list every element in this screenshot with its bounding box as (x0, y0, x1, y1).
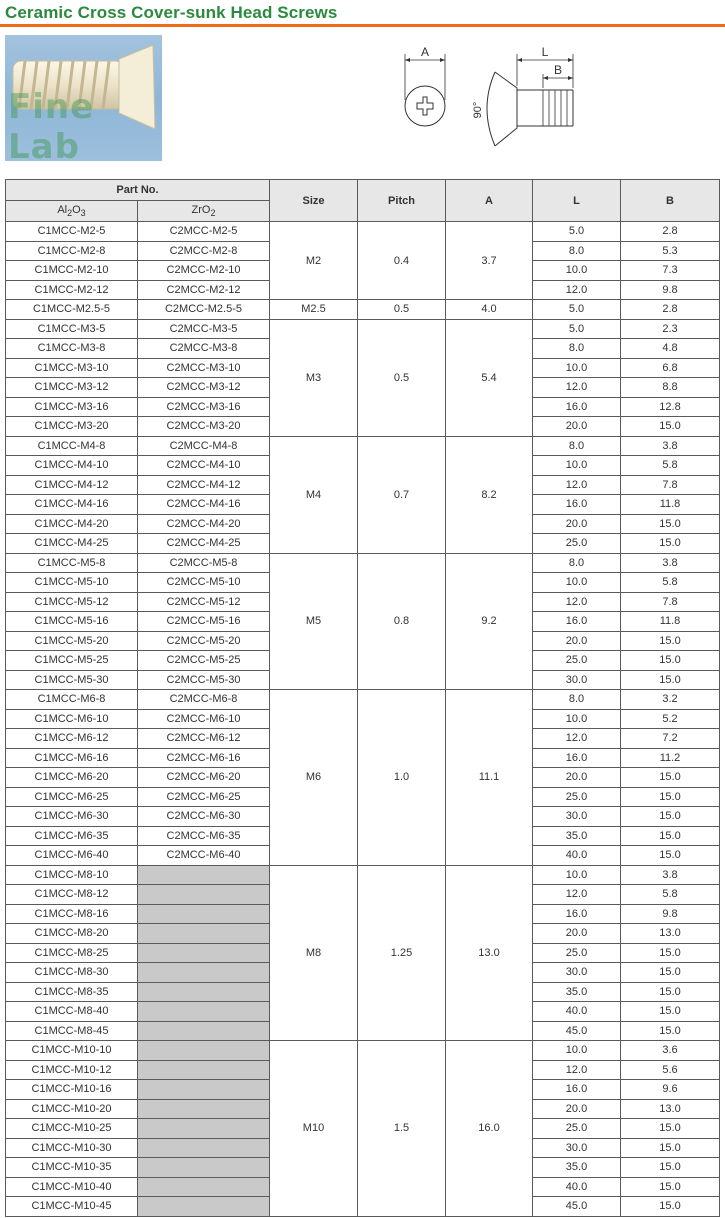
cell-l: 35.0 (533, 1158, 621, 1178)
title-divider (0, 24, 725, 27)
cell-al2o3-part: C1MCC-M8-35 (6, 982, 138, 1002)
cell-zro2-unavailable (138, 1197, 270, 1217)
cell-l: 35.0 (533, 982, 621, 1002)
cell-l: 16.0 (533, 397, 621, 417)
cell-al2o3-part: C1MCC-M2-8 (6, 241, 138, 261)
cell-l: 40.0 (533, 1177, 621, 1197)
cell-al2o3-part: C1MCC-M2.5-5 (6, 300, 138, 320)
cell-al2o3-part: C1MCC-M6-20 (6, 768, 138, 788)
cell-b: 2.8 (621, 222, 720, 242)
cell-l: 12.0 (533, 280, 621, 300)
cell-size: M2 (270, 222, 358, 300)
cell-b: 8.8 (621, 378, 720, 398)
cell-zro2-unavailable (138, 1138, 270, 1158)
cell-pitch: 0.8 (358, 553, 446, 690)
label-l: L (541, 45, 549, 59)
cell-b: 15.0 (621, 651, 720, 671)
cell-zro2-part: C2MCC-M6-10 (138, 709, 270, 729)
cell-zro2-part: C2MCC-M4-8 (138, 436, 270, 456)
table-row (6, 553, 720, 573)
cell-b: 15.0 (621, 1021, 720, 1041)
cell-zro2-unavailable (138, 1177, 270, 1197)
cell-b: 5.8 (621, 885, 720, 905)
cell-l: 8.0 (533, 339, 621, 359)
cell-al2o3-part: C1MCC-M6-30 (6, 807, 138, 827)
cell-al2o3-part: C1MCC-M6-25 (6, 787, 138, 807)
cell-al2o3-part: C1MCC-M6-10 (6, 709, 138, 729)
cell-size: M8 (270, 865, 358, 1041)
cell-b: 15.0 (621, 670, 720, 690)
table-row (6, 300, 720, 320)
cell-al2o3-part: C1MCC-M5-20 (6, 631, 138, 651)
cell-al2o3-part: C1MCC-M6-35 (6, 826, 138, 846)
cell-l: 40.0 (533, 846, 621, 866)
cell-b: 7.8 (621, 475, 720, 495)
cell-b: 7.8 (621, 592, 720, 612)
cell-a: 3.7 (446, 222, 533, 300)
cell-b: 15.0 (621, 514, 720, 534)
cell-zro2-unavailable (138, 1002, 270, 1022)
cell-zro2-unavailable (138, 1158, 270, 1178)
cell-al2o3-part: C1MCC-M8-40 (6, 1002, 138, 1022)
header-zro2: ZrO$_2$ (138, 201, 270, 222)
header-pitch: Pitch (358, 180, 446, 222)
cell-al2o3-part: C1MCC-M10-20 (6, 1099, 138, 1119)
cell-zro2-part: C2MCC-M3-8 (138, 339, 270, 359)
cell-al2o3-part: C1MCC-M10-16 (6, 1080, 138, 1100)
cell-al2o3-part: C1MCC-M8-10 (6, 865, 138, 885)
cell-b: 9.8 (621, 904, 720, 924)
cell-l: 10.0 (533, 573, 621, 593)
cell-l: 5.0 (533, 319, 621, 339)
cell-b: 4.8 (621, 339, 720, 359)
cell-al2o3-part: C1MCC-M8-20 (6, 924, 138, 944)
cell-b: 3.2 (621, 690, 720, 710)
cell-b: 11.8 (621, 612, 720, 632)
cell-l: 8.0 (533, 690, 621, 710)
cell-l: 25.0 (533, 651, 621, 671)
cell-zro2-part: C2MCC-M5-16 (138, 612, 270, 632)
page-title: Ceramic Cross Cover-sunk Head Screws (5, 3, 338, 22)
cell-l: 12.0 (533, 1060, 621, 1080)
cell-zro2-part: C2MCC-M3-10 (138, 358, 270, 378)
cell-l: 10.0 (533, 1041, 621, 1061)
cell-b: 5.8 (621, 456, 720, 476)
cell-size: M6 (270, 690, 358, 866)
cell-l: 30.0 (533, 1138, 621, 1158)
table-row (6, 436, 720, 456)
cell-l: 20.0 (533, 514, 621, 534)
cell-a: 16.0 (446, 1041, 533, 1217)
table-row (6, 865, 720, 885)
header-part-no: Part No. (6, 180, 270, 201)
cell-l: 25.0 (533, 534, 621, 554)
cell-b: 15.0 (621, 943, 720, 963)
cell-l: 16.0 (533, 1080, 621, 1100)
cell-zro2-part: C2MCC-M6-12 (138, 729, 270, 749)
header-a: A (446, 180, 533, 222)
cell-zro2-part: C2MCC-M4-10 (138, 456, 270, 476)
cell-al2o3-part: C1MCC-M5-10 (6, 573, 138, 593)
cell-al2o3-part: C1MCC-M10-35 (6, 1158, 138, 1178)
cell-l: 25.0 (533, 1119, 621, 1139)
cell-al2o3-part: C1MCC-M5-25 (6, 651, 138, 671)
header-l: L (533, 180, 621, 222)
cell-b: 3.8 (621, 436, 720, 456)
cell-b: 9.8 (621, 280, 720, 300)
cell-b: 15.0 (621, 1197, 720, 1217)
label-a: A (420, 45, 430, 59)
cell-pitch: 1.5 (358, 1041, 446, 1217)
label-angle: 90° (472, 101, 484, 119)
cell-l: 25.0 (533, 943, 621, 963)
cell-zro2-part: C2MCC-M6-40 (138, 846, 270, 866)
cell-al2o3-part: C1MCC-M5-8 (6, 553, 138, 573)
screw-dimension-diagram (395, 40, 595, 155)
cell-b: 15.0 (621, 846, 720, 866)
cell-zro2-unavailable (138, 1099, 270, 1119)
cell-al2o3-part: C1MCC-M6-12 (6, 729, 138, 749)
cell-zro2-part: C2MCC-M5-25 (138, 651, 270, 671)
label-b: B (553, 63, 563, 77)
cell-l: 16.0 (533, 748, 621, 768)
cell-zro2-part: C2MCC-M2-10 (138, 261, 270, 281)
cell-b: 2.8 (621, 300, 720, 320)
table-row (6, 690, 720, 710)
cell-l: 10.0 (533, 261, 621, 281)
cell-size: M10 (270, 1041, 358, 1217)
cell-l: 12.0 (533, 378, 621, 398)
cell-b: 3.8 (621, 553, 720, 573)
cell-al2o3-part: C1MCC-M6-16 (6, 748, 138, 768)
cell-b: 7.3 (621, 261, 720, 281)
cell-l: 30.0 (533, 963, 621, 983)
header-b: B (621, 180, 720, 222)
cell-b: 15.0 (621, 631, 720, 651)
cell-al2o3-part: C1MCC-M10-40 (6, 1177, 138, 1197)
cell-b: 12.8 (621, 397, 720, 417)
cell-b: 11.2 (621, 748, 720, 768)
cell-b: 13.0 (621, 924, 720, 944)
cell-b: 15.0 (621, 982, 720, 1002)
cell-pitch: 0.5 (358, 319, 446, 436)
table-row (6, 222, 720, 242)
cell-b: 15.0 (621, 768, 720, 788)
cell-l: 12.0 (533, 475, 621, 495)
cell-al2o3-part: C1MCC-M3-5 (6, 319, 138, 339)
cell-pitch: 1.0 (358, 690, 446, 866)
watermark-logo: Fine Lab (8, 87, 95, 161)
header-al2o3: $Al_2O_3$ (6, 201, 138, 222)
cell-zro2-unavailable (138, 904, 270, 924)
table-row (6, 319, 720, 339)
cell-l: 20.0 (533, 1099, 621, 1119)
header-size: Size (270, 180, 358, 222)
cell-zro2-part: C2MCC-M5-10 (138, 573, 270, 593)
cell-al2o3-part: C1MCC-M4-20 (6, 514, 138, 534)
cell-pitch: 0.5 (358, 300, 446, 320)
cell-zro2-part: C2MCC-M4-20 (138, 514, 270, 534)
cell-l: 10.0 (533, 865, 621, 885)
cell-zro2-part: C2MCC-M4-12 (138, 475, 270, 495)
cell-l: 25.0 (533, 787, 621, 807)
cell-zro2-unavailable (138, 1080, 270, 1100)
cell-zro2-part: C2MCC-M3-5 (138, 319, 270, 339)
cell-b: 5.2 (621, 709, 720, 729)
cell-al2o3-part: C1MCC-M2-10 (6, 261, 138, 281)
cell-b: 2.3 (621, 319, 720, 339)
cell-al2o3-part: C1MCC-M8-30 (6, 963, 138, 983)
cell-al2o3-part: C1MCC-M6-40 (6, 846, 138, 866)
cell-l: 8.0 (533, 436, 621, 456)
cell-al2o3-part: C1MCC-M4-10 (6, 456, 138, 476)
cell-al2o3-part: C1MCC-M4-16 (6, 495, 138, 515)
cell-zro2-part: C2MCC-M3-12 (138, 378, 270, 398)
cell-al2o3-part: C1MCC-M6-8 (6, 690, 138, 710)
cell-al2o3-part: C1MCC-M3-20 (6, 417, 138, 437)
cell-al2o3-part: C1MCC-M5-30 (6, 670, 138, 690)
table-row (6, 1041, 720, 1061)
product-photo (5, 35, 162, 161)
cell-l: 16.0 (533, 495, 621, 515)
cell-b: 15.0 (621, 1158, 720, 1178)
cell-b: 15.0 (621, 534, 720, 554)
cell-zro2-unavailable (138, 865, 270, 885)
cell-zro2-part: C2MCC-M2-12 (138, 280, 270, 300)
cell-l: 12.0 (533, 592, 621, 612)
cell-zro2-unavailable (138, 1021, 270, 1041)
cell-l: 8.0 (533, 241, 621, 261)
cell-l: 20.0 (533, 924, 621, 944)
cell-b: 7.2 (621, 729, 720, 749)
cell-zro2-part: C2MCC-M6-8 (138, 690, 270, 710)
cell-a: 4.0 (446, 300, 533, 320)
cell-b: 3.6 (621, 1041, 720, 1061)
cell-al2o3-part: C1MCC-M2-5 (6, 222, 138, 242)
cell-l: 10.0 (533, 709, 621, 729)
cell-zro2-part: C2MCC-M5-8 (138, 553, 270, 573)
cell-b: 11.8 (621, 495, 720, 515)
cell-a: 13.0 (446, 865, 533, 1041)
cell-zro2-unavailable (138, 924, 270, 944)
cell-al2o3-part: C1MCC-M8-16 (6, 904, 138, 924)
cell-al2o3-part: C1MCC-M8-12 (6, 885, 138, 905)
cell-l: 20.0 (533, 768, 621, 788)
cell-al2o3-part: C1MCC-M5-16 (6, 612, 138, 632)
cell-pitch: 0.4 (358, 222, 446, 300)
cell-al2o3-part: C1MCC-M3-10 (6, 358, 138, 378)
cell-l: 10.0 (533, 358, 621, 378)
cell-b: 15.0 (621, 1177, 720, 1197)
cell-l: 20.0 (533, 631, 621, 651)
cell-b: 15.0 (621, 1138, 720, 1158)
cell-size: M4 (270, 436, 358, 553)
cell-al2o3-part: C1MCC-M4-25 (6, 534, 138, 554)
cell-zro2-part: C2MCC-M2-5 (138, 222, 270, 242)
cell-b: 15.0 (621, 417, 720, 437)
cell-al2o3-part: C1MCC-M4-12 (6, 475, 138, 495)
cell-zro2-part: C2MCC-M6-25 (138, 787, 270, 807)
cell-l: 16.0 (533, 612, 621, 632)
cell-zro2-part: C2MCC-M3-20 (138, 417, 270, 437)
cell-b: 5.3 (621, 241, 720, 261)
cell-size: M3 (270, 319, 358, 436)
cell-zro2-part: C2MCC-M4-16 (138, 495, 270, 515)
cell-b: 15.0 (621, 1119, 720, 1139)
cell-zro2-part: C2MCC-M2-8 (138, 241, 270, 261)
cell-b: 15.0 (621, 807, 720, 827)
cell-al2o3-part: C1MCC-M10-30 (6, 1138, 138, 1158)
cell-a: 9.2 (446, 553, 533, 690)
cell-pitch: 1.25 (358, 865, 446, 1041)
cell-b: 15.0 (621, 963, 720, 983)
cell-zro2-unavailable (138, 963, 270, 983)
cell-l: 5.0 (533, 222, 621, 242)
cell-al2o3-part: C1MCC-M10-25 (6, 1119, 138, 1139)
cell-pitch: 0.7 (358, 436, 446, 553)
cell-al2o3-part: C1MCC-M3-8 (6, 339, 138, 359)
cell-zro2-part: C2MCC-M6-16 (138, 748, 270, 768)
cell-zro2-part: C2MCC-M6-35 (138, 826, 270, 846)
cell-al2o3-part: C1MCC-M8-25 (6, 943, 138, 963)
cell-zro2-part: C2MCC-M6-30 (138, 807, 270, 827)
cell-al2o3-part: C1MCC-M4-8 (6, 436, 138, 456)
specification-table (5, 179, 720, 1217)
cell-b: 13.0 (621, 1099, 720, 1119)
cell-al2o3-part: C1MCC-M10-10 (6, 1041, 138, 1061)
cell-b: 15.0 (621, 1002, 720, 1022)
cell-al2o3-part: C1MCC-M3-16 (6, 397, 138, 417)
cell-zro2-part: C2MCC-M3-16 (138, 397, 270, 417)
cell-a: 5.4 (446, 319, 533, 436)
cell-zro2-part: C2MCC-M6-20 (138, 768, 270, 788)
cell-l: 20.0 (533, 417, 621, 437)
cell-b: 5.6 (621, 1060, 720, 1080)
cell-l: 5.0 (533, 300, 621, 320)
cell-zro2-part: C2MCC-M5-12 (138, 592, 270, 612)
cell-l: 40.0 (533, 1002, 621, 1022)
cell-zro2-part: C2MCC-M4-25 (138, 534, 270, 554)
cell-l: 12.0 (533, 729, 621, 749)
cell-l: 10.0 (533, 456, 621, 476)
cell-l: 35.0 (533, 826, 621, 846)
cell-zro2-part: C2MCC-M2.5-5 (138, 300, 270, 320)
cell-al2o3-part: C1MCC-M10-45 (6, 1197, 138, 1217)
cell-al2o3-part: C1MCC-M2-12 (6, 280, 138, 300)
cell-zro2-unavailable (138, 943, 270, 963)
cell-l: 12.0 (533, 885, 621, 905)
cell-al2o3-part: C1MCC-M10-12 (6, 1060, 138, 1080)
cell-zro2-part: C2MCC-M5-20 (138, 631, 270, 651)
cell-l: 45.0 (533, 1021, 621, 1041)
cell-zro2-unavailable (138, 1060, 270, 1080)
cell-l: 30.0 (533, 670, 621, 690)
cell-b: 3.8 (621, 865, 720, 885)
cell-a: 8.2 (446, 436, 533, 553)
cell-b: 5.8 (621, 573, 720, 593)
cell-size: M5 (270, 553, 358, 690)
cell-b: 15.0 (621, 787, 720, 807)
cell-al2o3-part: C1MCC-M8-45 (6, 1021, 138, 1041)
cell-zro2-unavailable (138, 885, 270, 905)
cell-zro2-part: C2MCC-M5-30 (138, 670, 270, 690)
cell-b: 6.8 (621, 358, 720, 378)
cell-b: 15.0 (621, 826, 720, 846)
cell-b: 9.6 (621, 1080, 720, 1100)
cell-l: 16.0 (533, 904, 621, 924)
cell-size: M2.5 (270, 300, 358, 320)
cell-zro2-unavailable (138, 982, 270, 1002)
cell-al2o3-part: C1MCC-M3-12 (6, 378, 138, 398)
cell-al2o3-part: C1MCC-M5-12 (6, 592, 138, 612)
cell-a: 11.1 (446, 690, 533, 866)
cell-l: 8.0 (533, 553, 621, 573)
cell-zro2-unavailable (138, 1119, 270, 1139)
cell-zro2-unavailable (138, 1041, 270, 1061)
cell-l: 45.0 (533, 1197, 621, 1217)
cell-l: 30.0 (533, 807, 621, 827)
